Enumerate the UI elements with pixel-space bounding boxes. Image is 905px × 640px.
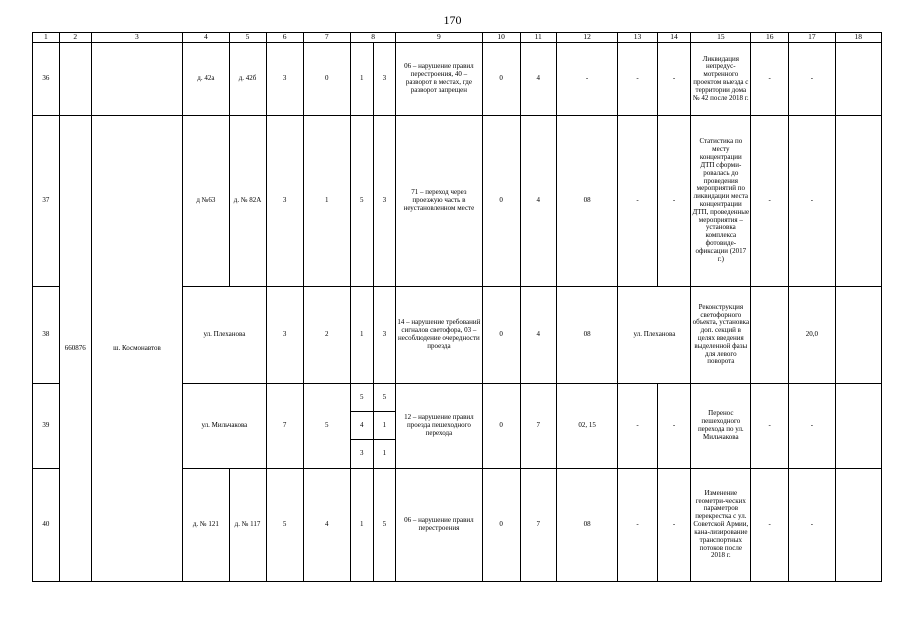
page-number: 170 [443, 13, 462, 27]
value-14: - [657, 43, 691, 116]
value-10: 0 [482, 43, 520, 116]
header-cell: 14 [657, 33, 691, 43]
value-8b: 1 [373, 440, 396, 469]
header-cell: 4 [183, 33, 229, 43]
killed-count: 2 [303, 287, 350, 384]
value-8b: 3 [373, 287, 396, 384]
road-name-cell: ш. Космонавтов [91, 116, 183, 582]
value-11: 4 [520, 116, 556, 287]
value-12: 08 [556, 287, 618, 384]
value-8b: 3 [373, 116, 396, 287]
end-address: д. № 117 [229, 469, 266, 582]
value-14: - [657, 384, 691, 469]
value-13: - [618, 384, 657, 469]
road-name-cell [91, 43, 183, 116]
header-cell: 5 [229, 33, 266, 43]
intersection-street-13-14: ул. Плеханова [618, 287, 691, 384]
measures-description: Реконструкция светофорного объекта, установка доп. секций в целях введения выделенной фазы для левого поворота [691, 287, 751, 384]
value-17: - [789, 384, 835, 469]
measures-description: Статистика по месту концентрации ДТП сформи-ровалась до проведения мероприятий по ликвидации места концентрации ДТП, проведенные мероприятия – установка комплекса фотовиде-офиксации (2017 г.) [691, 116, 751, 287]
value-8b: 3 [373, 43, 396, 116]
value-14: - [657, 469, 691, 582]
end-address: д. 42б [229, 43, 266, 116]
killed-count: 0 [303, 43, 350, 116]
value-16: - [751, 43, 789, 116]
violation-description: 71 – переход через проезжую часть в неустановленном месте [396, 116, 482, 287]
value-13: - [618, 469, 657, 582]
table-header-row [33, 33, 882, 43]
header-cell: 2 [59, 33, 91, 43]
value-17: 20,0 [789, 287, 835, 384]
header-cell: 11 [520, 33, 556, 43]
value-12: 08 [556, 116, 618, 287]
killed-count: 4 [303, 469, 350, 582]
measures-description: Изменение геометри-ческих параметров перекрестка с ул. Советской Армии, кана-лизирование транспортных потоков после 2018 г. [691, 469, 751, 582]
measures-description: Перенос пешеходного перехода по ул. Мильчакова [691, 384, 751, 469]
value-17: - [789, 469, 835, 582]
value-8b: 5 [373, 469, 396, 582]
header-cell: 16 [751, 33, 789, 43]
start-address: д №63 [183, 116, 229, 287]
road-code-cell [59, 43, 91, 116]
header-cell: 7 [303, 33, 350, 43]
value-12: - [556, 43, 618, 116]
violation-description: 14 – нарушение требований сигналов светофора, 03 – несоблюдение очередности проезда [396, 287, 482, 384]
killed-count: 5 [303, 384, 350, 469]
value-10: 0 [482, 384, 520, 469]
value-10: 0 [482, 469, 520, 582]
value-8a: 3 [350, 440, 373, 469]
value-16: - [751, 469, 789, 582]
value-18 [835, 469, 881, 582]
value-16: - [751, 384, 789, 469]
value-11: 4 [520, 287, 556, 384]
accidents-count: 3 [266, 116, 303, 287]
header-cell: 1 [33, 33, 60, 43]
accidents-count: 7 [266, 384, 303, 469]
start-address: д. 42а [183, 43, 229, 116]
value-18 [835, 43, 881, 116]
value-8a: 1 [350, 43, 373, 116]
table-row [33, 116, 882, 287]
road-code-cell: 660876 [59, 116, 91, 582]
violation-description: 06 – нарушение правил перестроения, 40 – разворот в местах, где разворот запрещен [396, 43, 482, 116]
row-number: 37 [33, 116, 60, 287]
value-17: - [789, 116, 835, 287]
value-8a: 1 [350, 287, 373, 384]
intersection-street: ул. Мильчакова [183, 384, 266, 469]
row-number: 38 [33, 287, 60, 384]
killed-count: 1 [303, 116, 350, 287]
value-10: 0 [482, 287, 520, 384]
header-cell: 17 [789, 33, 835, 43]
measures-description: Ликвидация непредус-мотренного проектом выезда с территории дома № 42 после 2018 г. [691, 43, 751, 116]
header-cell: 9 [396, 33, 482, 43]
value-8a: 5 [350, 384, 373, 412]
header-cell: 8 [350, 33, 395, 43]
accidents-count: 3 [266, 287, 303, 384]
value-12: 02, 15 [556, 384, 618, 469]
header-cell: 10 [482, 33, 520, 43]
value-12: 08 [556, 469, 618, 582]
value-18 [835, 116, 881, 287]
row-number: 40 [33, 469, 60, 582]
end-address: д. № 82А [229, 116, 266, 287]
value-8a: 4 [350, 412, 373, 440]
header-cell: 6 [266, 33, 303, 43]
value-18 [835, 287, 881, 384]
value-8a: 5 [350, 116, 373, 287]
header-cell: 3 [91, 33, 183, 43]
intersection-street: ул. Плеханова [183, 287, 266, 384]
value-17: - [789, 43, 835, 116]
violation-description: 06 – нарушение правил перестроения [396, 469, 482, 582]
start-address: д. № 121 [183, 469, 229, 582]
value-10: 0 [482, 116, 520, 287]
row-number: 39 [33, 384, 60, 469]
violation-description: 12 – нарушение правил проезда пешеходного перехода [396, 384, 482, 469]
header-cell: 15 [691, 33, 751, 43]
value-11: 7 [520, 469, 556, 582]
value-11: 4 [520, 43, 556, 116]
accidents-count: 3 [266, 43, 303, 116]
value-18 [835, 384, 881, 469]
row-number: 36 [33, 43, 60, 116]
header-cell: 12 [556, 33, 618, 43]
header-cell: 18 [835, 33, 881, 43]
value-16: - [751, 116, 789, 287]
value-8b: 5 [373, 384, 396, 412]
value-16 [751, 287, 789, 384]
accidents-count: 5 [266, 469, 303, 582]
value-13: - [618, 116, 657, 287]
value-11: 7 [520, 384, 556, 469]
header-cell: 13 [618, 33, 657, 43]
value-8a: 1 [350, 469, 373, 582]
accident-table [32, 32, 882, 582]
value-8b: 1 [373, 412, 396, 440]
table-row [33, 43, 882, 116]
value-13: - [618, 43, 657, 116]
value-14: - [657, 116, 691, 287]
